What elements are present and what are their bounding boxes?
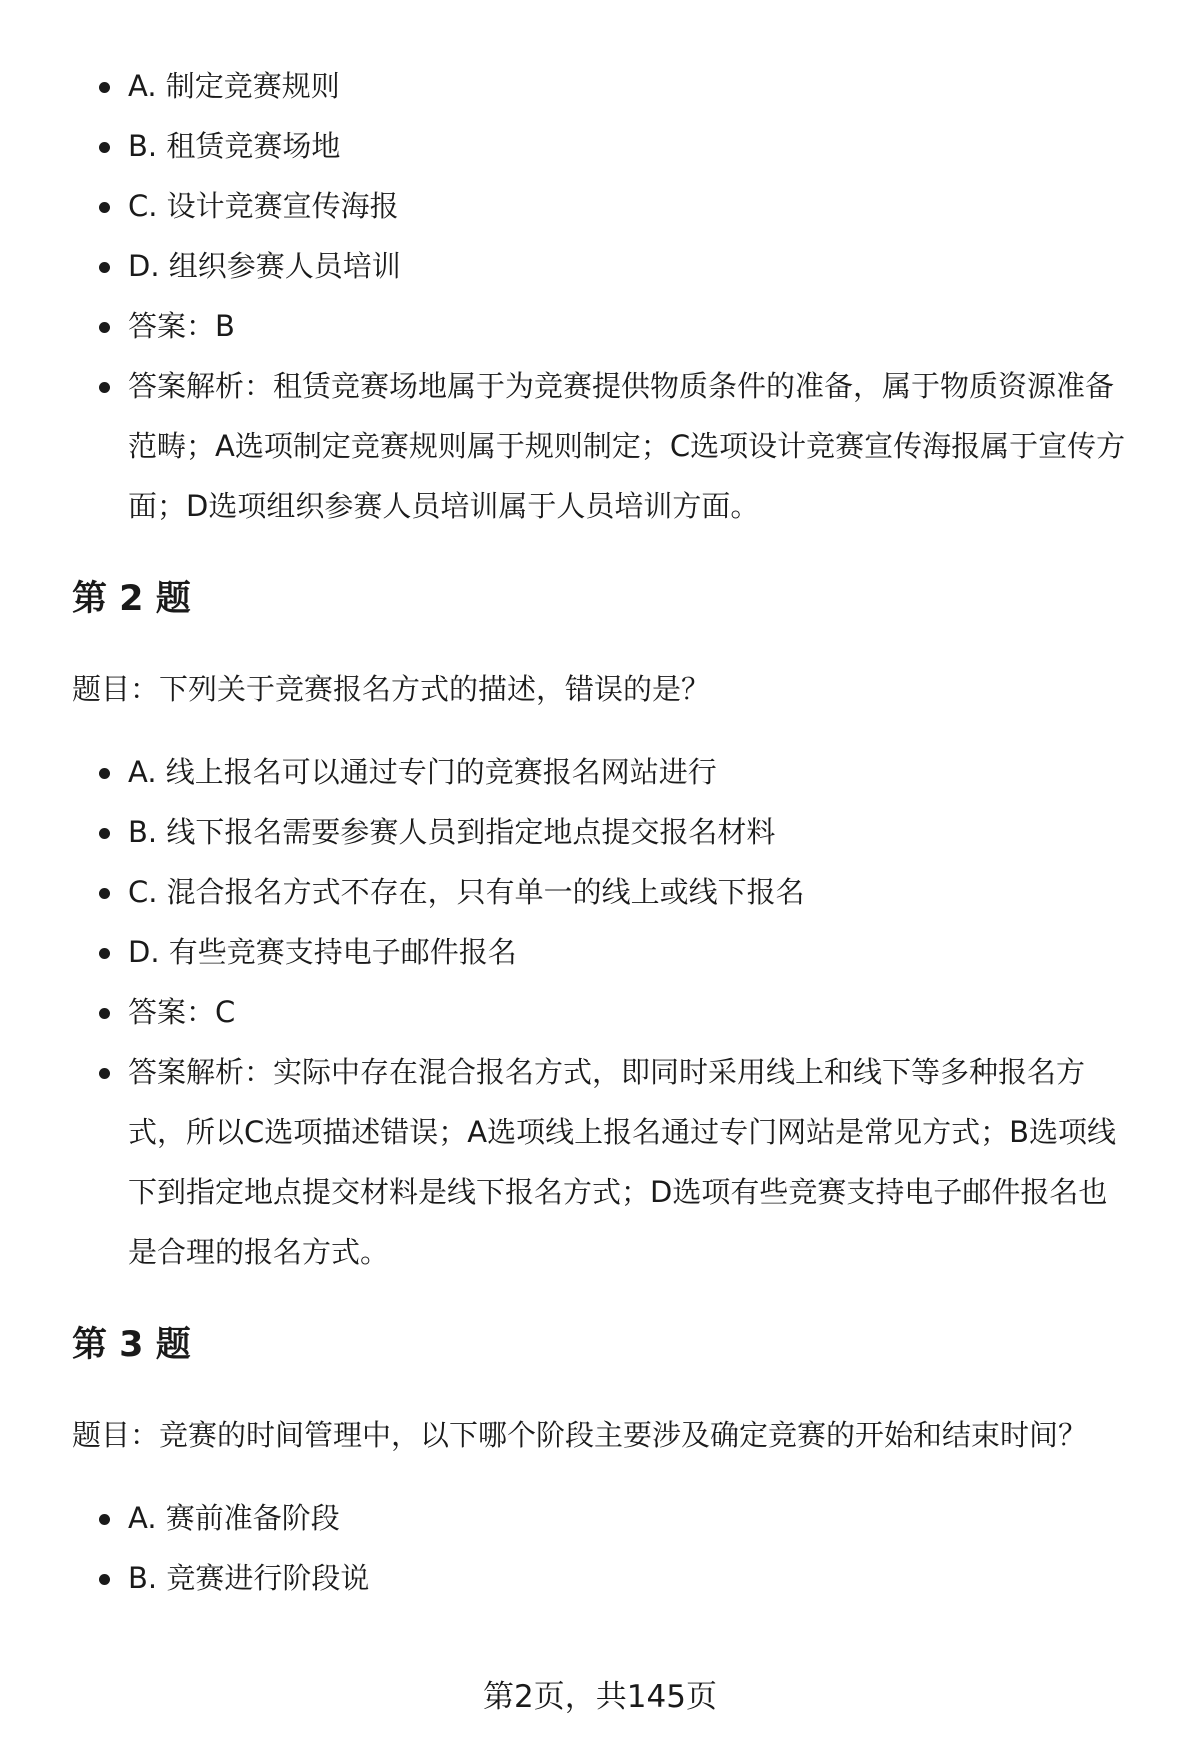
option-a: A. 制定竞赛规则	[72, 56, 1152, 116]
answer-explanation: 答案解析：实际中存在混合报名方式，即同时采用线上和线下等多种报名方式，所以C选项描述错误；A选项线上报名通过专门网站是常见方式；B选项线下到指定地点提交材料是线下报名方式；D选项有些竞赛支持电子邮件报名也是合理的报名方式。	[72, 1042, 1152, 1282]
question-1	[72, 56, 1152, 536]
option-c: C. 设计竞赛宣传海报	[72, 176, 1152, 236]
question-1-options	[72, 56, 1152, 536]
option-d: D. 有些竞赛支持电子邮件报名	[72, 922, 1152, 982]
question-stem: 题目：下列关于竞赛报名方式的描述，错误的是？	[72, 672, 711, 706]
option-d: D. 组织参赛人员培训	[72, 236, 1152, 296]
option-b: B. 线下报名需要参赛人员到指定地点提交报名材料	[72, 802, 1152, 862]
question-3	[72, 1320, 1152, 1608]
page-number: 第2页，共145页	[483, 1679, 717, 1715]
question-stem: 题目：竞赛的时间管理中，以下哪个阶段主要涉及确定竞赛的开始和结束时间？	[72, 1418, 1088, 1452]
question-3-options	[72, 1488, 1152, 1608]
question-2	[72, 574, 1152, 1282]
document-content	[72, 56, 1152, 1608]
answer-explanation: 答案解析：租赁竞赛场地属于为竞赛提供物质条件的准备，属于物质资源准备范畴；A选项制定竞赛规则属于规则制定；C选项设计竞赛宣传海报属于宣传方面；D选项组织参赛人员培训属于人员培训方面。	[72, 356, 1152, 536]
option-a: A. 赛前准备阶段	[72, 1488, 1152, 1548]
option-c: C. 混合报名方式不存在，只有单一的线上或线下报名	[72, 862, 1152, 922]
option-b: B. 竞赛进行阶段说	[72, 1548, 1152, 1608]
answer: 答案：B	[72, 296, 1152, 356]
question-title: 第 3 题	[72, 1325, 191, 1365]
option-b: B. 租赁竞赛场地	[72, 116, 1152, 176]
question-title: 第 2 题	[72, 579, 191, 619]
question-2-options	[72, 742, 1152, 1282]
option-a: A. 线上报名可以通过专门的竞赛报名网站进行	[72, 742, 1152, 802]
answer: 答案：C	[72, 982, 1152, 1042]
